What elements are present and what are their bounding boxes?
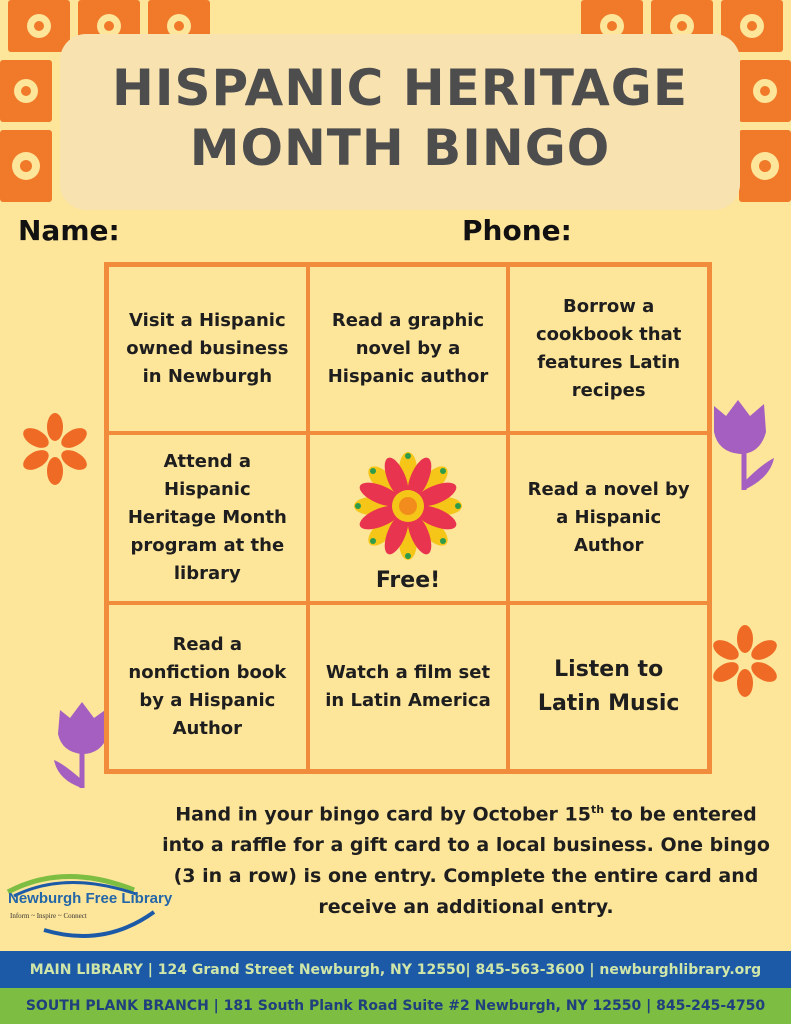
bingo-cell: Listen to Latin Music	[508, 603, 709, 771]
bingo-cell: Watch a film set in Latin America	[308, 603, 509, 771]
library-logo-tagline: Inform ~ Inspire ~ Connect	[10, 912, 87, 920]
library-logo-name: Newburgh Free Library	[8, 890, 173, 907]
phone-label: Phone:	[462, 214, 572, 247]
bingo-cell: Read a nonfiction book by a Hispanic Author	[107, 603, 308, 771]
bingo-cell: Borrow a cookbook that features Latin recipes	[508, 265, 709, 433]
bingo-cell: Read a graphic novel by a Hispanic author	[308, 265, 509, 433]
title-line-1: HISPANIC HERITAGE	[112, 59, 688, 117]
orange-flower-icon	[710, 624, 780, 698]
library-logo[interactable]	[4, 868, 173, 940]
instructions-part-2: to be entered into a raffle for a gift card to a local business. One bingo (3 in a row) is one entry. Complete the entire card and receive an additional entry.	[162, 803, 770, 919]
orange-flower-icon	[20, 412, 90, 486]
bingo-cell-free	[308, 433, 509, 603]
purple-tulip-icon	[708, 398, 778, 494]
page-title	[60, 58, 740, 178]
title-line-2: MONTH BINGO	[189, 119, 611, 177]
name-label: Name:	[18, 214, 120, 247]
bingo-cell: Visit a Hispanic owned business in Newburgh	[107, 265, 308, 433]
instructions-text	[160, 794, 772, 923]
bingo-board	[104, 262, 712, 774]
bingo-cell: Read a novel by a Hispanic Author	[508, 433, 709, 603]
instructions-part-1: Hand in your bingo card by October 15	[175, 803, 591, 826]
mandala-flower-icon	[353, 451, 463, 561]
free-space-label: Free!	[375, 568, 441, 593]
south-plank-footer: SOUTH PLANK BRANCH | 181 South Plank Road Suite #2 Newburgh, NY 12550 | 845-245-4750	[0, 988, 791, 1024]
bingo-cell: Attend a Hispanic Heritage Month program at the library	[107, 433, 308, 603]
main-library-footer: MAIN LIBRARY | 124 Grand Street Newburgh, NY 12550| 845-563-3600 | newburghlibrary.org	[0, 951, 791, 988]
instructions-superscript: th	[590, 803, 605, 816]
